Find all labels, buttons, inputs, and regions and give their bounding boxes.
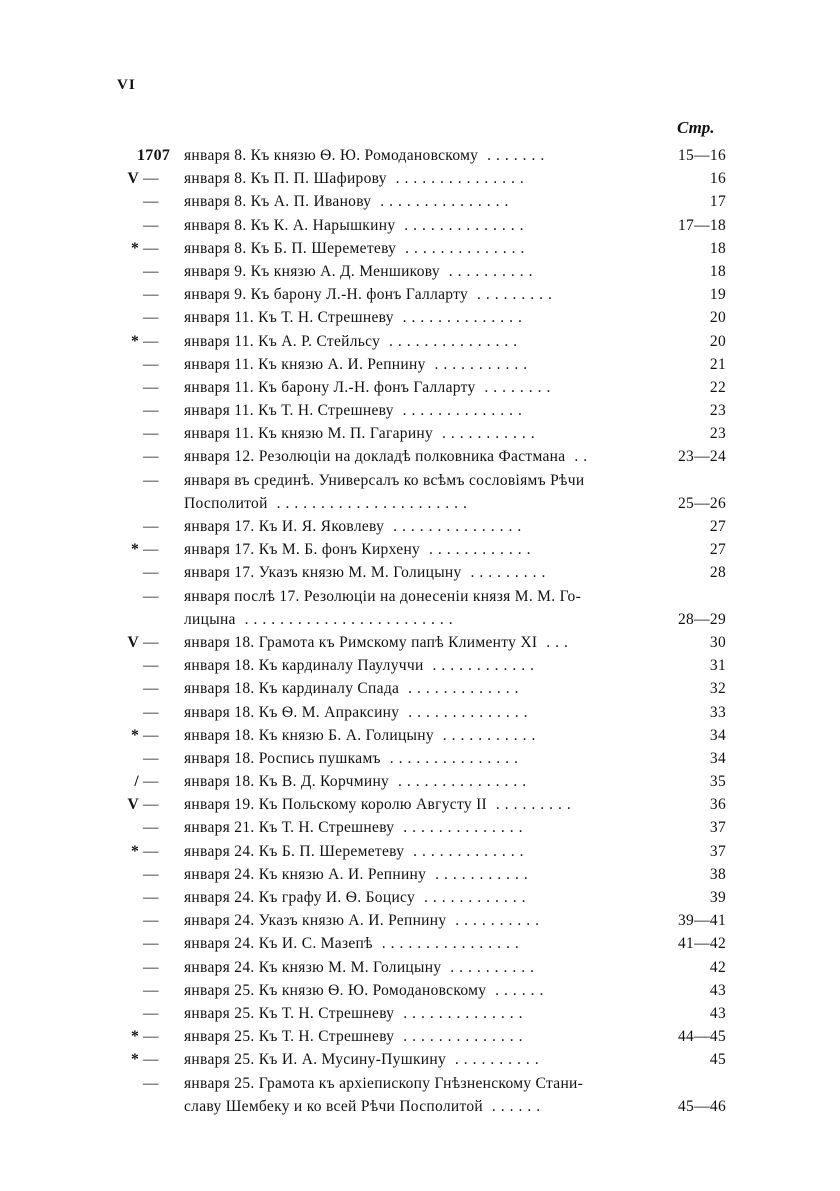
entry-title: января 18. Къ Ѳ. М. Апраксину [184,703,400,721]
leader-dots: .............. [393,402,527,420]
ditto-dash: — [143,1051,159,1069]
toc-entry-text [184,886,640,909]
ditto-dash: — [143,773,159,791]
leader-dots: ................ [372,935,524,953]
toc-page-ref: 37 [709,819,726,837]
toc-entry-text [184,909,640,932]
ditto-dash: — [143,819,159,837]
toc-row [0,1025,840,1048]
toc-page-ref: 30 [709,633,726,651]
toc-entry-text [184,306,640,329]
toc-entry-text [184,701,640,724]
toc-row [0,376,840,399]
ditto-dash: — [143,633,159,651]
ditto-dash: — [143,958,159,976]
leader-dots: .............. [399,703,533,721]
entry-title: января 25. Къ Т. Н. Стрешневу [184,1028,395,1046]
leader-dots: ............... [384,518,527,535]
toc-entry-text [184,631,640,654]
toc-entry-text [184,167,640,190]
entry-title: января 24. Къ князю М. М. Голицыну [184,958,442,976]
leader-dots: ........................ [235,610,458,628]
toc-page-ref: 23 [709,425,726,443]
toc-entry-text [184,863,640,886]
toc-entry-text [184,561,640,584]
pages-column-header: Стр. [677,118,715,137]
toc-entry-text [184,492,640,515]
toc-entry-text [184,376,640,399]
leader-dots: .............. [395,216,529,234]
toc-page-ref: 22 [709,378,726,396]
toc-page-ref: 35 [709,773,726,791]
toc-marker [117,909,177,932]
toc-entry-text [184,840,640,863]
toc-page-ref: 38 [709,865,726,883]
toc-marker [117,422,177,445]
toc-row [0,492,840,515]
entry-title: января 18. Къ кардиналу Спада [184,680,400,698]
toc-page-ref: 28 [709,564,726,582]
leader-dots: ............ [420,541,536,559]
toc-marker [117,283,177,306]
entry-title: января 8. Къ князю Ѳ. Ю. Ромодановскому [184,147,479,164]
entry-title: января 11. Къ барону Л.-Н. фонъ Галларту [184,378,476,396]
entry-title: января 8. Къ Б. П. Шереметеву [184,239,397,257]
entry-title: января 18. Грамота къ Римскому папѣ Клименту XI [184,633,538,651]
toc-row [0,608,840,631]
toc-entry-text [184,654,640,677]
toc-page-ref: 37 [709,842,726,860]
entry-title: января 11. Къ князю М. П. Гагарину [184,425,434,443]
ditto-dash: — [143,541,159,559]
leader-dots: ............ [415,889,531,906]
leader-dots: .............. [396,239,530,257]
toc-entry-text [184,793,640,816]
toc-page-ref: 34 [709,749,726,767]
toc-marker [117,677,177,700]
entry-title: января 9. Къ князю А. Д. Меншикову [184,262,440,280]
ditto-dash: — [143,564,159,582]
entry-title: славу Шембеку и ко всей Рѣчи Посполитой [184,1097,484,1115]
ditto-dash: — [143,355,159,373]
entry-title: января 11. Къ Т. Н. Стрешневу [184,309,394,327]
toc-page-ref: 27 [709,541,726,559]
toc-marker [117,167,177,190]
leader-dots: .............. [394,1004,528,1022]
toc-row [0,1095,840,1118]
toc-row [0,283,840,306]
toc-row [0,631,840,654]
entry-title: января 8. Къ К. А. Нарышкину [184,216,396,234]
ditto-dash: — [143,1074,159,1092]
leader-dots: .............. [393,309,527,327]
toc-page-ref: 15—16 [678,147,726,164]
toc-marker [117,816,177,839]
toc-page-ref: 39 [709,889,726,906]
entry-title: января 24. Къ графу И. Ѳ. Боцису [184,889,416,906]
toc-page-ref: 32 [709,680,726,698]
margin-mark: * [130,1051,139,1069]
toc-row [0,237,840,260]
margin-mark: V [127,633,139,651]
ditto-dash: — [143,865,159,883]
toc-entry-text [184,677,640,700]
leader-dots: ... [537,633,573,651]
leader-dots: .............. [394,819,528,837]
toc-page-ref: 25—26 [678,494,726,512]
toc-marker [117,863,177,886]
entry-title: января 12. Резолюціи на докладѣ полковника Фастмана [184,448,566,466]
toc-marker [117,469,177,492]
ditto-dash: — [143,657,159,675]
toc-entry-text [184,724,640,747]
toc-row [0,886,840,909]
ditto-dash: — [143,935,159,953]
toc-row [0,816,840,839]
ditto-dash: — [143,309,159,327]
ditto-dash: — [143,402,159,420]
toc-row [0,260,840,283]
toc-page-ref: 45—46 [678,1097,726,1115]
toc-row [0,1072,840,1095]
leader-dots: ........... [425,355,533,373]
toc-page-ref: 17 [709,193,726,211]
toc-row [0,515,840,538]
entry-title: января 24. Указъ князю А. И. Репнину [184,912,447,930]
toc-page-ref: 18 [709,262,726,280]
ditto-dash: — [143,703,159,721]
margin-mark: * [130,239,139,257]
toc-page-ref: 18 [709,239,726,257]
toc-row [0,214,840,237]
margin-mark: * [130,541,139,559]
entry-title: января 19. Къ Польскому королю Августу II [184,796,488,814]
toc-row [0,724,840,747]
entry-title: января 18. Роспись пушкамъ [184,749,381,767]
toc-page-ref: 45 [709,1051,726,1069]
toc-page-ref: 44—45 [678,1028,726,1046]
toc-row [0,144,840,167]
toc-marker [117,538,177,561]
ditto-dash: — [143,889,159,906]
ditto-dash: — [143,193,159,211]
leader-dots: ........ [475,378,556,396]
leader-dots: ...... [483,1097,546,1115]
leader-dots: ............. [404,842,529,860]
toc-page-ref: 33 [709,703,726,721]
entry-title: лицына [184,610,236,628]
leader-dots: ............... [380,749,523,767]
toc-row [0,840,840,863]
leader-dots: .......... [439,262,538,280]
toc-marker [117,1072,177,1095]
toc-row [0,422,840,445]
toc-year: 1707 [137,147,171,164]
toc-page-ref: 20 [709,309,726,327]
leader-dots: ............... [380,332,523,350]
leader-dots: ....... [478,147,550,164]
toc-entry-text [184,1095,640,1118]
ditto-dash: — [143,448,159,466]
leader-dots: .......... [446,912,545,930]
entry-title: января 25. Къ князю Ѳ. Ю. Ромодановскому [184,981,487,999]
margin-mark: * [130,1028,139,1046]
toc-row [0,445,840,468]
toc-marker [117,956,177,979]
entry-title: января 18. Къ князю Б. А. Голицыну [184,726,434,744]
toc-page-ref: 20 [709,332,726,350]
toc-entry-text [184,260,640,283]
toc-page-ref: 23—24 [678,448,726,466]
leader-dots: ......... [487,796,576,814]
toc-row [0,330,840,353]
table-of-contents [0,144,840,1118]
ditto-dash: — [143,796,159,814]
toc-entry-text [184,979,640,1002]
toc-entry-text [184,330,640,353]
ditto-dash: — [143,216,159,234]
leader-dots: ........... [426,865,533,883]
ditto-dash: — [143,425,159,443]
toc-marker [117,1002,177,1025]
toc-marker [117,979,177,1002]
toc-entry-text [184,353,640,376]
entry-title: января 8. Къ П. П. Шафирову [184,170,387,188]
toc-page-ref: 21 [709,355,726,373]
ditto-dash: — [143,471,159,489]
leader-dots: .......... [446,1051,544,1069]
leader-dots: ............. [399,680,524,698]
toc-marker [117,1025,177,1048]
toc-marker [117,770,177,793]
toc-row [0,399,840,422]
toc-entry-text [184,190,640,213]
entry-title: января въ срединѣ. Универсалъ ко всѣмъ сословіямъ Рѣчи [184,471,585,489]
leader-dots: ...... [486,981,549,999]
entry-title: января 18. Къ В. Д. Корчмину [184,773,390,791]
ditto-dash: — [143,239,159,257]
leader-dots: ...................... [267,494,472,512]
toc-row [0,167,840,190]
toc-entry-text [184,144,640,167]
toc-marker [117,793,177,816]
entry-title: января 11. Къ А. Р. Стейльсу [184,332,381,350]
entry-title: января 18. Къ кардиналу Паулуччи [184,657,424,675]
toc-entry-text [184,585,640,608]
leader-dots: .. [565,448,593,466]
toc-entry-text [184,237,640,260]
toc-row [0,956,840,979]
entry-title: января 25. Грамота къ архіепископу Гнѣзненскому Стани- [184,1074,584,1092]
toc-entry-text [184,445,640,468]
ditto-dash: — [143,587,159,605]
entry-title: января 8. Къ А. П. Иванову [184,193,372,211]
leader-dots: ............... [386,170,529,188]
margin-mark: / [134,773,139,791]
toc-page-ref: 27 [709,518,726,535]
toc-marker [117,932,177,955]
toc-entry-text [184,1072,640,1095]
entry-title: января 11. Къ князю А. И. Репнину [184,355,426,373]
leader-dots: .............. [394,1028,528,1046]
toc-page-ref: 23 [709,402,726,420]
ditto-dash: — [143,332,159,350]
ditto-dash: — [143,262,159,280]
toc-entry-text [184,399,640,422]
toc-entry-text [184,1002,640,1025]
toc-marker [117,330,177,353]
toc-entry-text [184,956,640,979]
toc-page-ref: 19 [709,286,726,304]
margin-mark: V [127,170,139,188]
toc-row [0,979,840,1002]
toc-row [0,538,840,561]
toc-entry-text [184,932,640,955]
entry-title: января 24. Къ И. С. Мазепѣ [184,935,373,953]
toc-entry-text [184,422,640,445]
toc-marker [117,886,177,909]
ditto-dash: — [143,1028,159,1046]
toc-row [0,469,840,492]
entry-title: января 17. Къ М. Б. фонъ Кирхену [184,541,421,559]
toc-row [0,1048,840,1071]
toc-entry-text [184,538,640,561]
toc-marker [117,840,177,863]
ditto-dash: — [143,286,159,304]
ditto-dash: — [143,170,159,188]
toc-page-ref: 39—41 [678,912,726,930]
leader-dots: ......... [468,286,557,304]
ditto-dash: — [143,749,159,767]
toc-page-ref: 17—18 [678,216,726,234]
toc-entry-text [184,816,640,839]
ditto-dash: — [143,518,159,535]
toc-marker [117,214,177,237]
toc-row [0,770,840,793]
toc-row [0,1002,840,1025]
toc-marker [117,585,177,608]
entry-title: января 25. Къ И. А. Мусину-Пушкину [184,1051,447,1069]
margin-mark: * [130,726,139,744]
margin-mark: V [127,796,139,814]
entry-title: января 21. Къ Т. Н. Стрешневу [184,819,395,837]
toc-page-ref: 42 [709,958,726,976]
toc-page-ref: 41—42 [678,935,726,953]
ditto-dash: — [143,726,159,744]
page-number: VI [117,77,136,93]
toc-row [0,932,840,955]
toc-entry-text [184,770,640,793]
toc-marker [117,561,177,584]
toc-row [0,190,840,213]
toc-marker [117,306,177,329]
entry-title: января 9. Къ барону Л.-Н. фонъ Галларту [184,286,469,304]
toc-entry-text [184,1025,640,1048]
toc-row [0,353,840,376]
toc-page-ref: 28—29 [678,610,726,628]
margin-mark: * [130,842,139,860]
leader-dots: ........... [433,726,541,744]
toc-row [0,654,840,677]
toc-row [0,863,840,886]
toc-row [0,585,840,608]
toc-page-ref: 31 [709,657,726,675]
toc-entry-text [184,283,640,306]
toc-entry-text [184,214,640,237]
ditto-dash: — [143,1004,159,1022]
toc-marker [117,399,177,422]
toc-marker [117,654,177,677]
toc-marker [117,190,177,213]
ditto-dash: — [143,680,159,698]
toc-page-ref: 36 [709,796,726,814]
toc-marker [117,724,177,747]
toc-page-ref: 43 [709,1004,726,1022]
entry-title: января 17. Указъ князю М. М. Голицыну [184,564,462,582]
toc-marker [117,631,177,654]
toc-row [0,747,840,770]
leader-dots: ............... [389,773,532,791]
entry-title: января 11. Къ Т. Н. Стрешневу [184,402,394,420]
ditto-dash: — [143,378,159,396]
ditto-dash: — [143,842,159,860]
toc-row [0,909,840,932]
leader-dots: ............... [371,193,514,211]
toc-page-ref: 43 [709,981,726,999]
toc-row [0,701,840,724]
toc-page-ref: 34 [709,726,726,744]
entry-title: января 25. Къ Т. Н. Стрешневу [184,1004,395,1022]
toc-row [0,677,840,700]
entry-title: января 24. Къ князю А. И. Репнину [184,865,427,883]
leader-dots: ............ [423,657,539,675]
toc-marker [117,701,177,724]
toc-entry-text [184,469,640,492]
toc-marker [117,445,177,468]
toc-row [0,793,840,816]
entry-title: января 17. Къ И. Я. Яковлеву [184,518,385,535]
leader-dots: ......... [461,564,551,582]
entry-title: Посполитой [184,494,268,512]
toc-marker [117,376,177,399]
toc-entry-text [184,1048,640,1071]
toc-page-ref: 16 [709,170,726,188]
toc-row [0,306,840,329]
toc-entry-text [184,608,640,631]
ditto-dash: — [143,912,159,930]
toc-marker [117,237,177,260]
entry-title: января 24. Къ Б. П. Шереметеву [184,842,405,860]
leader-dots: .......... [441,958,539,976]
ditto-dash: — [143,981,159,999]
toc-marker [117,747,177,770]
leader-dots: ........... [433,425,540,443]
margin-mark: * [130,332,139,350]
toc-entry-text [184,747,640,770]
toc-marker [117,1048,177,1071]
entry-title: января послѣ 17. Резолюціи на донесеніи князя М. М. Го- [184,587,582,605]
toc-marker [117,515,177,538]
toc-marker [117,353,177,376]
toc-marker [117,260,177,283]
toc-row [0,561,840,584]
toc-entry-text [184,515,640,538]
